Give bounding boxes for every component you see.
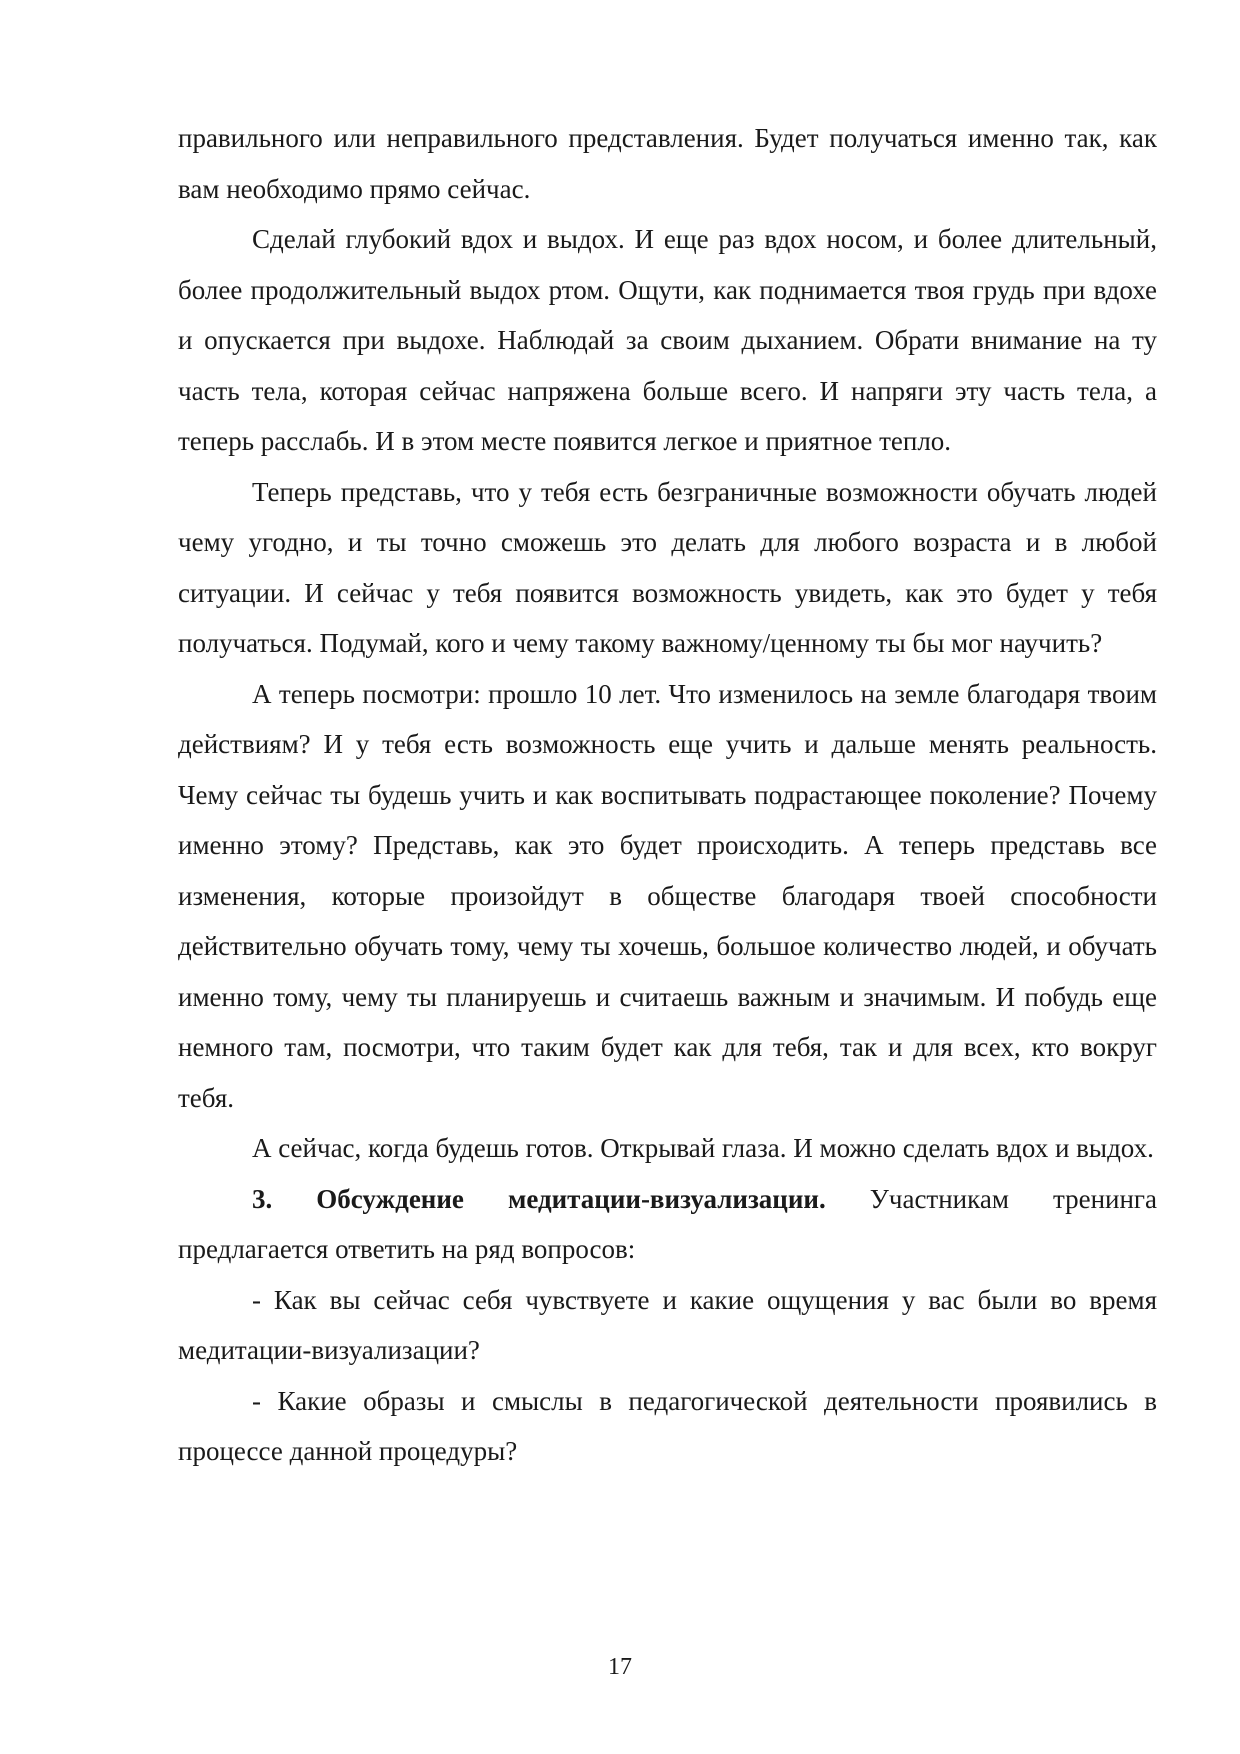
section-heading-text: Участникам тренинга предлагается ответить на ряд вопросов: <box>178 1183 1157 1264</box>
page-number: 17 <box>608 1654 632 1680</box>
paragraph-open-eyes: А сейчас, когда будешь готов. Открывай глаза. И можно сделать вдох и выдох. <box>252 1133 1154 1163</box>
paragraph-ten-years: А теперь посмотри: прошло 10 лет. Что изменилось на земле благодаря твоим действиям? И у тебя есть возможность еще учить и дальше менять реальность. Чему сейчас ты будешь учить и как воспитывать подрастающее поколение? Почему именно этому? Представь, как это будет происходить. А теперь представь все изменения, которые произойдут в обществе благодаря твоей способности действительно обучать тому, чему ты хочешь, большое количество людей, и обучать именно тому, чему ты планируешь и считаешь важным и значимым. И побудь еще немного там, посмотри, что таким будет как для тебя, так и для всех, кто вокруг тебя. <box>178 678 1157 1113</box>
question-item: - Как вы сейчас себя чувствуете и какие ощущения у вас были во время медитации-визуализации? <box>178 1284 1157 1365</box>
paragraph-breathing: Сделай глубокий вдох и выдох. И еще раз вдох носом, и более длительный, более продолжительный выдох ртом. Ощути, как поднимается твоя грудь при вдохе и опускается при выдохе. Наблюдай за своим дыханием. Обрати внимание на ту часть тела, которая сейчас напряжена больше всего. И напряги эту часть тела, а теперь расслабь. И в этом месте появится легкое и приятное тепло. <box>178 224 1157 456</box>
paragraph-possibilities: Теперь представь, что у тебя есть безграничные возможности обучать людей чему угодно, и ты точно сможешь это делать для любого возраста и в любой ситуации. И сейчас у тебя появится возможность увидеть, как это будет у тебя получаться. Подумай, кого и чему такому важному/ценному ты бы мог научить? <box>178 476 1157 658</box>
paragraph-discussion <box>178 1174 1157 1275</box>
question-item: - Какие образы и смыслы в педагогической деятельности проявились в процессе данной процедуры? <box>178 1385 1157 1466</box>
section-heading: 3. Обсуждение медитации-визуализации. <box>252 1183 826 1214</box>
document-body <box>178 113 1157 1477</box>
paragraph-continuation: правильного или неправильного представления. Будет получаться именно так, как вам необходимо прямо сейчас. <box>178 123 1157 204</box>
